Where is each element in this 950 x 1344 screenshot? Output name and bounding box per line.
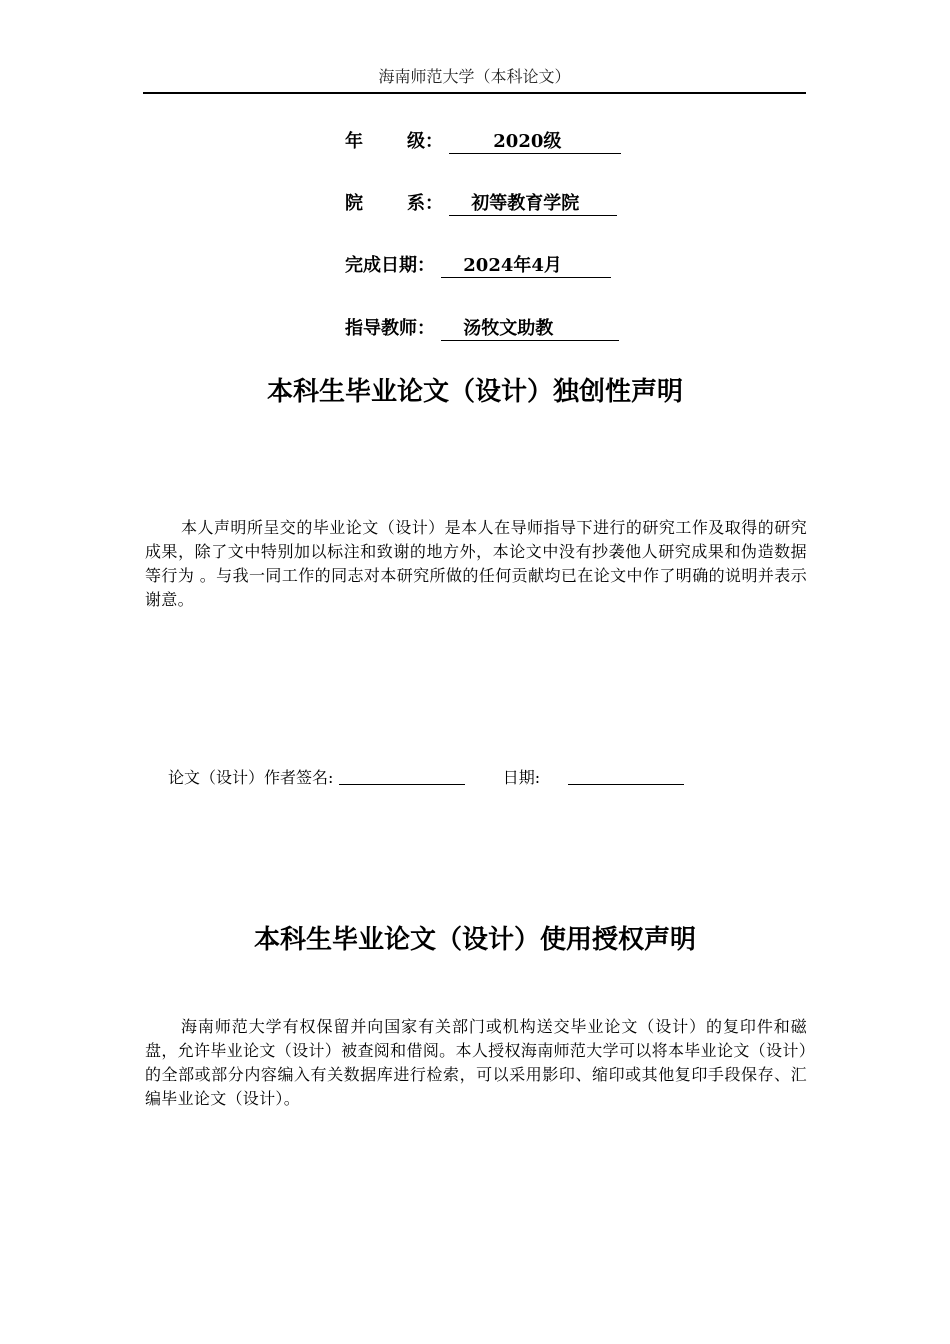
department-label: 院 系： [345, 193, 443, 214]
grade-label: 年 级： [345, 131, 443, 152]
authorization-title: 本科生毕业论文（设计）使用授权声明 [253, 925, 696, 955]
grade-value: 2020级 [449, 131, 621, 154]
signature-row [168, 766, 684, 790]
advisor-row [345, 315, 619, 343]
authorization-body: 海南师范大学有权保留并向国家有关部门或机构送交毕业论文（设计）的复印件和磁盘，允许毕业论文（设计）被查阅和借阅。本人授权海南师范大学可以将本毕业论文（设计）的全部或部分内容编入有关数据库进行检索，可以采用影印、缩印或其他复印手段保存、汇编毕业论文（设计）。 [145, 1017, 807, 1108]
signature-label: 论文（设计）作者签名: [168, 768, 334, 787]
completion-date-label: 完成日期： [345, 255, 435, 276]
originality-body: 本人声明所呈交的毕业论文（设计）是本人在导师指导下进行的研究工作及取得的研究成果，除了文中特别加以标注和致谢的地方外，本论文中没有抄袭他人研究成果和伪造数据等行为 。与我一同工作的同志对本研究所做的任何贡献均已在论文中作了明确的说明并表示谢意。 [145, 518, 807, 609]
signature-date-label: 日期: [502, 768, 541, 787]
department-value: 初等教育学院 [449, 193, 617, 216]
signature-date-line [568, 766, 684, 785]
advisor-value: 汤牧文助教 [441, 318, 619, 341]
completion-date-row [345, 252, 611, 280]
grade-row [345, 128, 621, 156]
header-text: 海南师范大学（本科论文） [378, 67, 571, 86]
advisor-label: 指导教师： [345, 318, 435, 339]
completion-date-value: 2024年4月 [441, 255, 611, 278]
department-row [345, 190, 617, 218]
originality-title: 本科生毕业论文（设计）独创性声明 [266, 377, 683, 407]
signature-line [339, 766, 465, 785]
page-header [143, 66, 806, 94]
